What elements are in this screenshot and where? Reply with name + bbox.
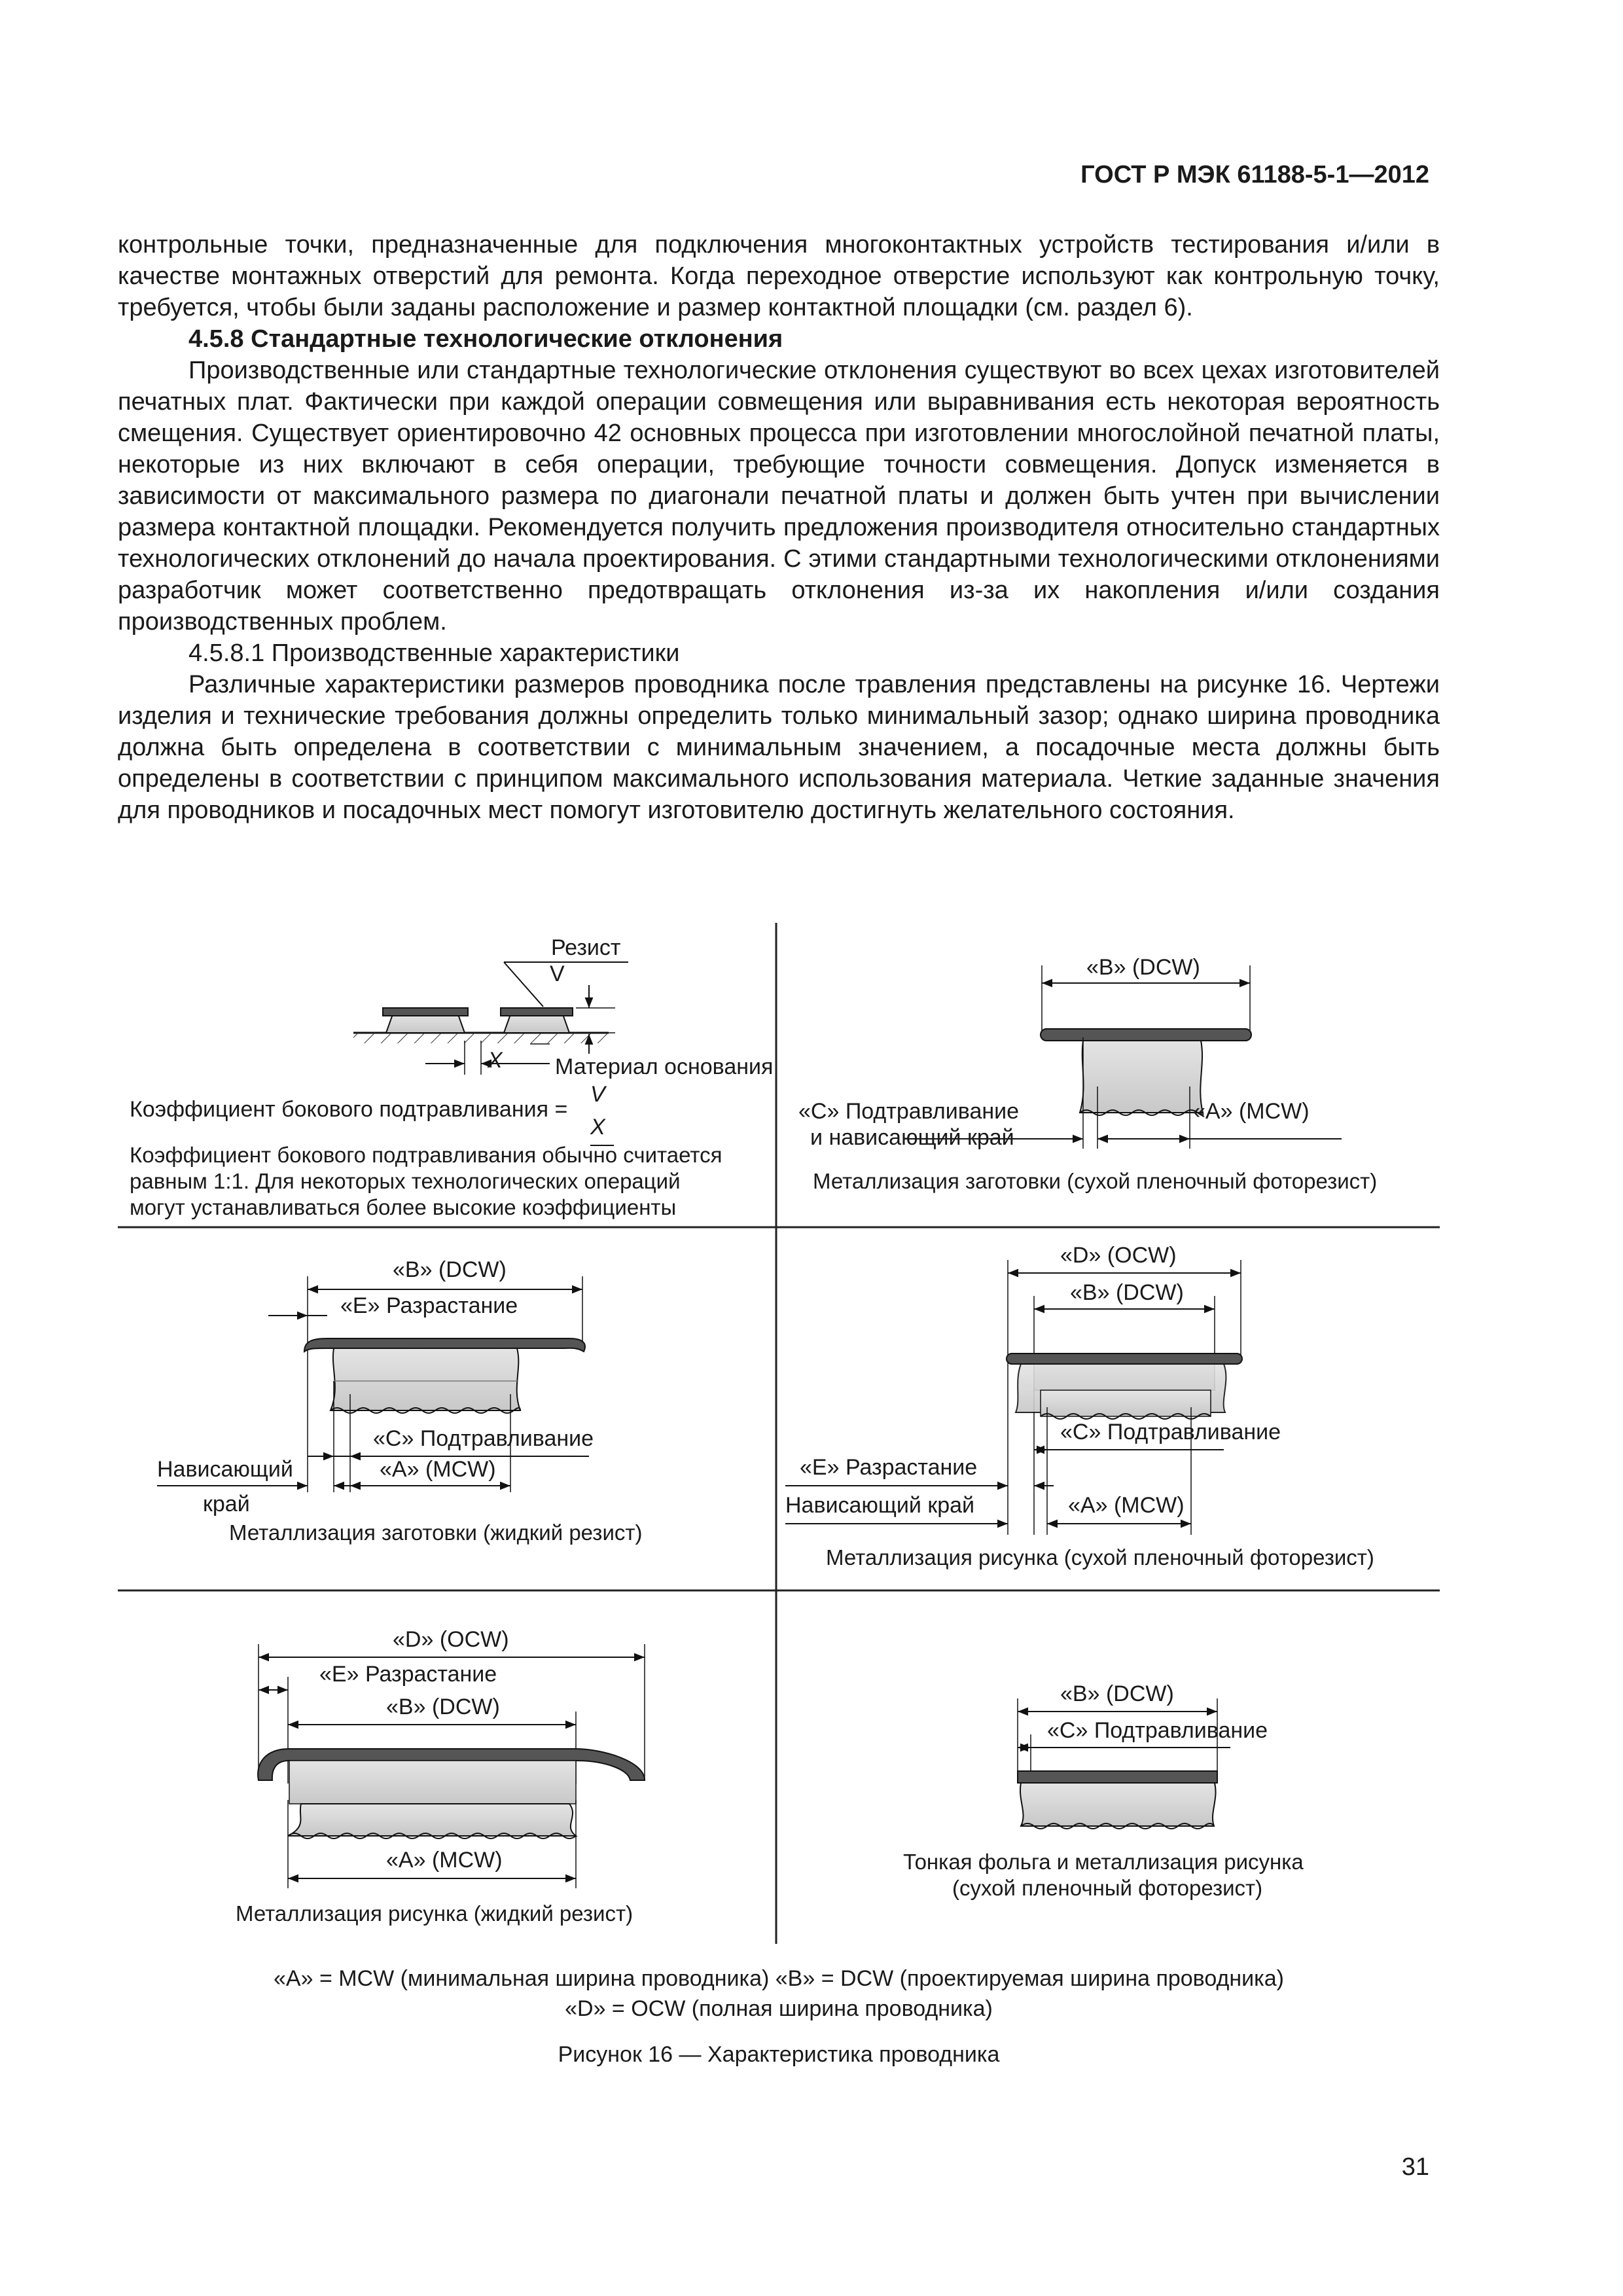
- paragraph: контрольные точки, предназначенные для подключения многоконтактных устройств тестирования и/или в качестве монтажных отверстий для ремонта. Когда переходное отверстие используют как контрольную точку, требуется, чтобы были заданы расположение и размер контактной площадки (см. раздел 6).: [118, 231, 1440, 321]
- label-v: V: [550, 961, 565, 986]
- label-b-dcw: «B» (DCW): [1060, 1681, 1174, 1706]
- label-c-overhang: и нависающий край: [810, 1125, 1014, 1150]
- label-d-ocw: «D» (OCW): [1060, 1243, 1177, 1268]
- panel-3-caption: Металлизация заготовки (жидкий резист): [229, 1520, 643, 1545]
- page-number: 31: [1401, 2153, 1429, 2181]
- label-overhang: Нависающий край: [785, 1493, 975, 1518]
- panel-1-note: Коэффициент бокового подтравливания обычно считается: [130, 1143, 722, 1167]
- panel-1-note: равным 1:1. Для некоторых технологических операций: [130, 1169, 681, 1193]
- label-x: X: [488, 1048, 503, 1073]
- panel-1-note: могут устанавливаться более высокие коэффициенты: [130, 1195, 677, 1219]
- subsection-heading: 4.5.8.1 Производственные характеристики: [188, 639, 680, 667]
- label-b-dcw: «B» (DCW): [393, 1257, 507, 1282]
- panel-5-caption: Металлизация рисунка (жидкий резист): [236, 1901, 633, 1926]
- body-text: [118, 229, 1440, 826]
- document-code: ГОСТ Р МЭК 61188-5-1—2012: [1080, 161, 1429, 188]
- label-c-undercut: «C» Подтравливание: [798, 1099, 1020, 1124]
- label-c-undercut: «C» Подтравливание: [373, 1426, 594, 1451]
- figure-caption: Рисунок 16 — Характеристика проводника: [558, 2042, 1000, 2067]
- panel-2-caption: Металлизация заготовки (сухой пленочный фоторезист): [813, 1169, 1378, 1193]
- note-line: «A» = MCW (минимальная ширина проводника) «B» = DCW (проектируемая ширина проводника): [274, 1966, 1284, 1991]
- fraction-bottom: X: [590, 1115, 605, 1139]
- paragraph: Различные характеристики размеров проводника после травления представлены на рисунке 16. Чертежи изделия и технические требования должны определить только минимальный зазор; однако ширина проводника должна быть определена в соответствии с минимальным значением, а посадочные места должны быть определены в соответствии с принципом максимального использования материала. Четкие заданные значения для проводников и посадочных мест помогут изготовителю достигнуть желательного состояния.: [118, 671, 1440, 824]
- figure-16: [118, 923, 1440, 1957]
- label-e-growth: «E» Разрастание: [319, 1662, 497, 1687]
- label-resist: Резист: [551, 935, 621, 960]
- label-b-dcw: «B» (DCW): [1086, 955, 1200, 980]
- label-overhang: Нависающий: [157, 1457, 293, 1482]
- figure-notes: [118, 1964, 1440, 2024]
- label-a-mcw: «A» (MCW): [380, 1457, 496, 1482]
- panel-6-caption: (сухой пленочный фоторезист): [952, 1876, 1263, 1900]
- panel-4-caption: Металлизация рисунка (сухой пленочный фоторезист): [826, 1545, 1374, 1570]
- label-e-growth: «E» Разрастание: [800, 1455, 978, 1480]
- section-heading: 4.5.8 Стандартные технологические отклонения: [188, 325, 783, 353]
- label-c-undercut: «C» Подтравливание: [1047, 1718, 1268, 1743]
- label-d-ocw: «D» (OCW): [393, 1627, 509, 1652]
- label-b-dcw: «B» (DCW): [1070, 1280, 1184, 1305]
- label-base-material: Материал основания: [555, 1054, 774, 1079]
- label-e-growth: «E» Разрастание: [340, 1293, 518, 1318]
- fraction-top: V: [590, 1082, 605, 1107]
- label-b-dcw: «B» (DCW): [386, 1695, 500, 1719]
- panel-6-caption: Тонкая фольга и металлизация рисунка: [903, 1850, 1304, 1874]
- label-a-mcw: «A» (MCW): [386, 1848, 503, 1873]
- label-c-undercut: «C» Подтравливание: [1060, 1420, 1281, 1444]
- label-a-mcw: «A» (MCW): [1193, 1099, 1310, 1124]
- paragraph: Производственные или стандартные технологические отклонения существуют во всех цехах изготовителей печатных плат. Фактически при каждой операции совмещения или выравнивания есть некоторая вероятность смещения. Существует ориентировочно 42 основных процесса при изготовлении многослойной печатной платы, некоторые из них включают в себя операции, требующие точности совмещения. Допуск изменяется в зависимости от максимального размера по диагонали печатной платы и должен быть учтен при вычислении размера контактной площадки. Рекомендуется получить предложения производителя относительно стандартных технологических отклонений до начала проектирования. С этими стандартными технологическими отклонениями разработчик может соответственно предотвращать отклонения из-за их накопления и/или создания производственных проблем.: [118, 357, 1440, 636]
- label-a-mcw: «A» (MCW): [1068, 1493, 1185, 1518]
- note-line: «D» = OCW (полная ширина проводника): [565, 1996, 993, 2021]
- label-etch-factor: Коэффициент бокового подтравливания =: [130, 1097, 568, 1122]
- label-overhang: край: [203, 1492, 250, 1516]
